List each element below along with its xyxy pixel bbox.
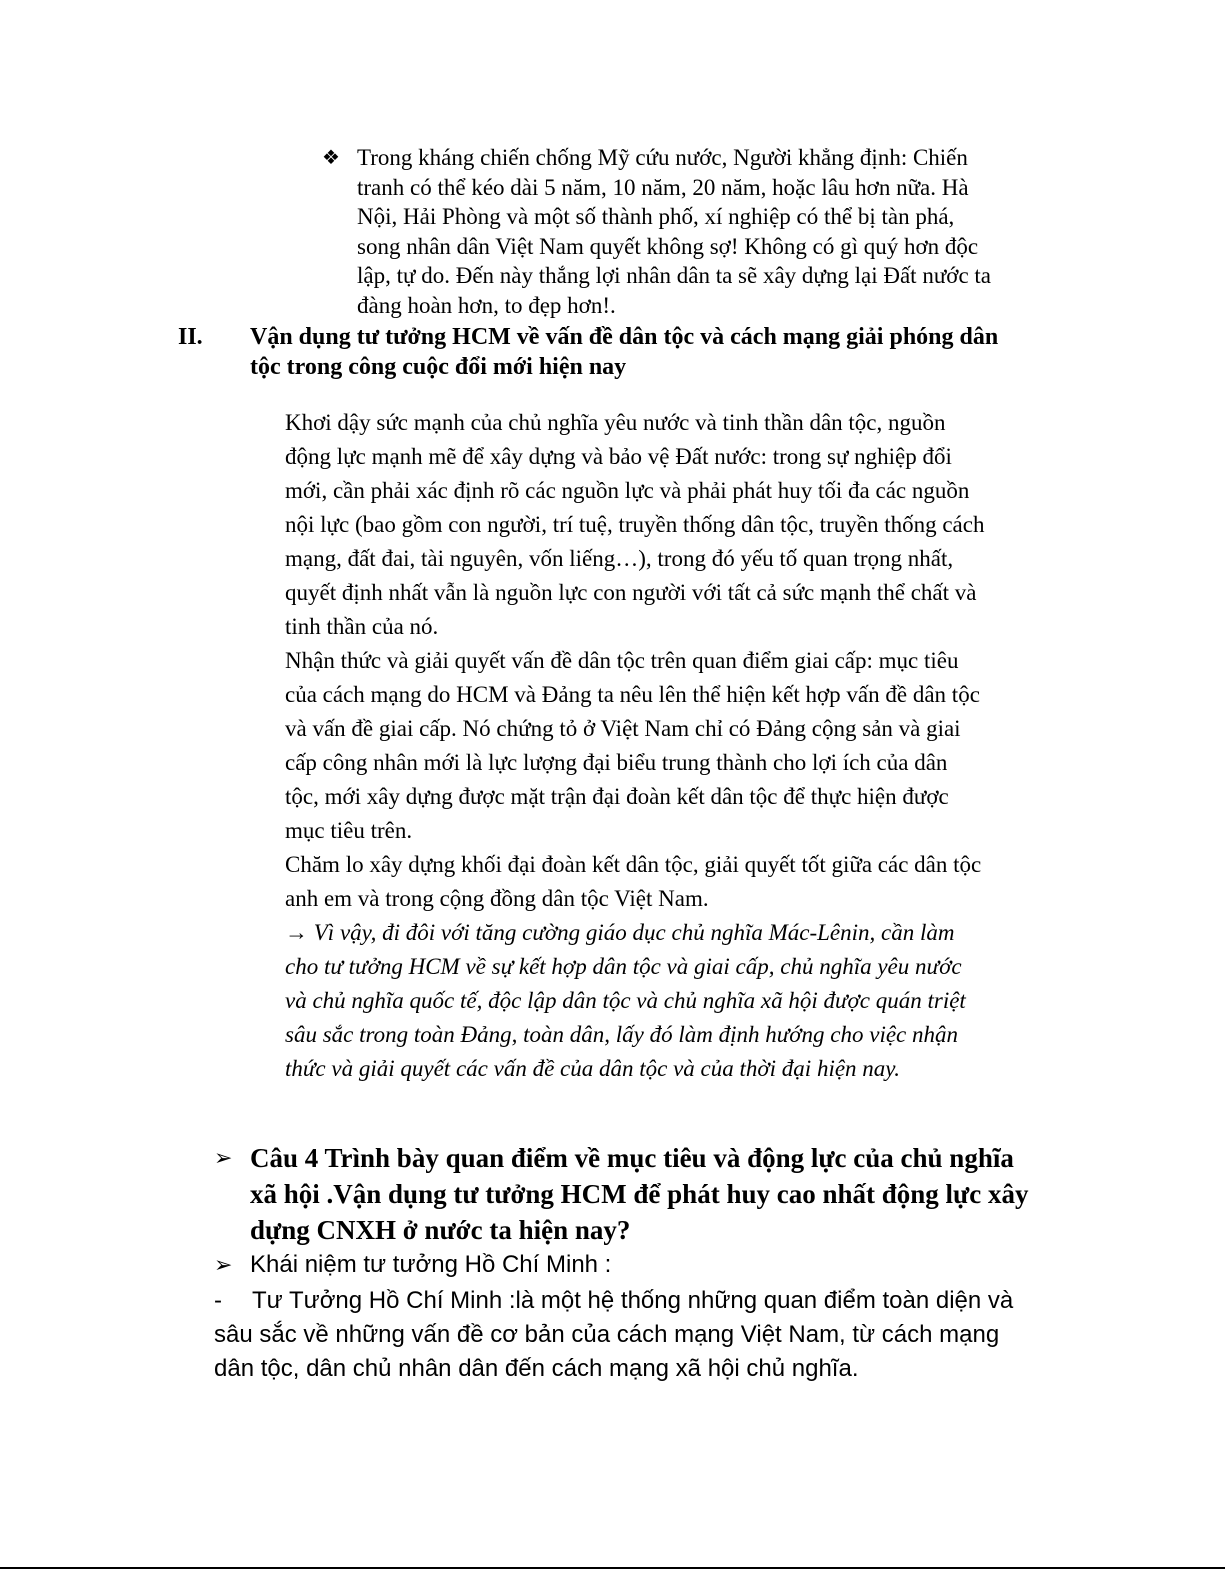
dash-bullet: -: [214, 1287, 222, 1314]
paragraph-line: quyết định nhất vẫn là nguồn lực con người với tất cả sức mạnh thể chất và: [285, 580, 977, 605]
definition-line: Tư Tưởng Hồ Chí Minh :là một hệ thống những quan điểm toàn diện và: [252, 1287, 1014, 1314]
paragraph-class-viewpoint: [285, 644, 1085, 848]
arrow-bullet-icon: ➢: [214, 1145, 233, 1170]
paragraph-line: mạng, đất đai, tài nguyên, vốn liếng…), trong đó yếu tố quan trọng nhất,: [285, 546, 954, 571]
definition-line: sâu sắc về những vấn đề cơ bản của cách mạng Việt Nam, từ cách mạng: [214, 1321, 1000, 1348]
section-heading-line: tộc trong công cuộc đổi mới hiện nay: [250, 354, 627, 380]
paragraph-line: và vấn đề giai cấp. Nó chứng tỏ ở Việt Nam chỉ có Đảng cộng sản và giai: [285, 716, 961, 741]
question-4-heading: [250, 1140, 1080, 1248]
paragraph-line: tinh thần của nó.: [285, 614, 439, 639]
arrow-bullet-icon: ➢: [214, 1252, 233, 1277]
definition-paragraph: [214, 1284, 1084, 1386]
paragraph-line: động lực mạnh mẽ để xây dựng và bảo vệ Đất nước: trong sự nghiệp đổi: [285, 444, 952, 469]
question-line: dựng CNXH ở nước ta hiện nay?: [250, 1215, 631, 1245]
bullet-diamond-icon: ❖: [322, 147, 340, 169]
paragraph-line: cấp công nhân mới là lực lượng đại biểu trung thành cho lợi ích của dân: [285, 750, 948, 775]
bullet-line: Nội, Hải Phòng và một số thành phố, xí nghiệp có thể bị tàn phá,: [357, 204, 955, 229]
definition-first-line: [214, 1284, 1084, 1318]
paragraph-line: của cách mạng do HCM và Đảng ta nêu lên thể hiện kết hợp vấn đề dân tộc: [285, 682, 980, 707]
paragraph-national-strength: [285, 406, 1085, 644]
section-heading: [250, 322, 1070, 382]
section-number: II.: [178, 324, 203, 350]
question-line: xã hội .Vận dụng tư tưởng HCM để phát huy cao nhất động lực xây: [250, 1179, 1029, 1209]
paragraph-line: mới, cần phải xác định rõ các nguồn lực và phải phát huy tối đa các nguồn: [285, 478, 970, 503]
paragraph-line: Chăm lo xây dựng khối đại đoàn kết dân tộc, giải quyết tốt giữa các dân tộc: [285, 852, 982, 877]
paragraph-line: cho tư tưởng HCM về sự kết hợp dân tộc và giai cấp, chủ nghĩa yêu nước: [285, 954, 962, 979]
bullet-paragraph: [357, 143, 1097, 320]
paragraph-unity: [285, 848, 1085, 916]
paragraph-line: nội lực (bao gồm con người, trí tuệ, truyền thống dân tộc, truyền thống cách: [285, 512, 985, 537]
bullet-line: lập, tự do. Đến này thắng lợi nhân dân ta sẽ xây dựng lại Đất nước ta: [357, 263, 992, 288]
paragraph-line: Khơi dậy sức mạnh của chủ nghĩa yêu nước và tinh thần dân tộc, nguồn: [285, 410, 946, 435]
paragraph-line: Nhận thức và giải quyết vấn đề dân tộc trên quan điểm giai cấp: mục tiêu: [285, 648, 959, 673]
bullet-line: song nhân dân Việt Nam quyết không sợ! Không có gì quý hơn độc: [357, 233, 979, 259]
paragraph-line: anh em và trong cộng đồng dân tộc Việt Nam.: [285, 886, 709, 911]
paragraph-line: và chủ nghĩa quốc tế, độc lập dân tộc và chủ nghĩa xã hội được quán triệt: [285, 988, 966, 1013]
page-bottom-rule: [0, 1567, 1225, 1569]
paragraph-conclusion: [285, 916, 1085, 1086]
bullet-line: Trong kháng chiến chống Mỹ cứu nước, Người khẳng định: Chiến: [357, 145, 968, 170]
bullet-line: tranh có thể kéo dài 5 năm, 10 năm, 20 năm, hoặc lâu hơn nữa. Hà: [357, 174, 969, 200]
concept-label: Khái niệm tư tưởng Hồ Chí Minh :: [250, 1251, 612, 1278]
paragraph-line: → Vì vậy, đi đôi với tăng cường giáo dục chủ nghĩa Mác-Lênin, cần làm: [285, 920, 955, 945]
definition-line: dân tộc, dân chủ nhân dân đến cách mạng xã hội chủ nghĩa.: [214, 1355, 859, 1382]
paragraph-line: thức và giải quyết các vấn đề của dân tộc và của thời đại hiện nay.: [285, 1056, 900, 1081]
section-heading-line: Vận dụng tư tưởng HCM về vấn đề dân tộc và cách mạng giải phóng dân: [250, 324, 999, 350]
paragraph-line: sâu sắc trong toàn Đảng, toàn dân, lấy đó làm định hướng cho việc nhận: [285, 1022, 959, 1047]
paragraph-line: mục tiêu trên.: [285, 818, 413, 843]
paragraph-line: tộc, mới xây dựng được mặt trận đại đoàn kết dân tộc để thực hiện được: [285, 784, 949, 809]
question-line: Câu 4 Trình bày quan điểm về mục tiêu và động lực của chủ nghĩa: [250, 1143, 1014, 1173]
bullet-line: đàng hoàn hơn, to đẹp hơn!.: [357, 292, 616, 318]
